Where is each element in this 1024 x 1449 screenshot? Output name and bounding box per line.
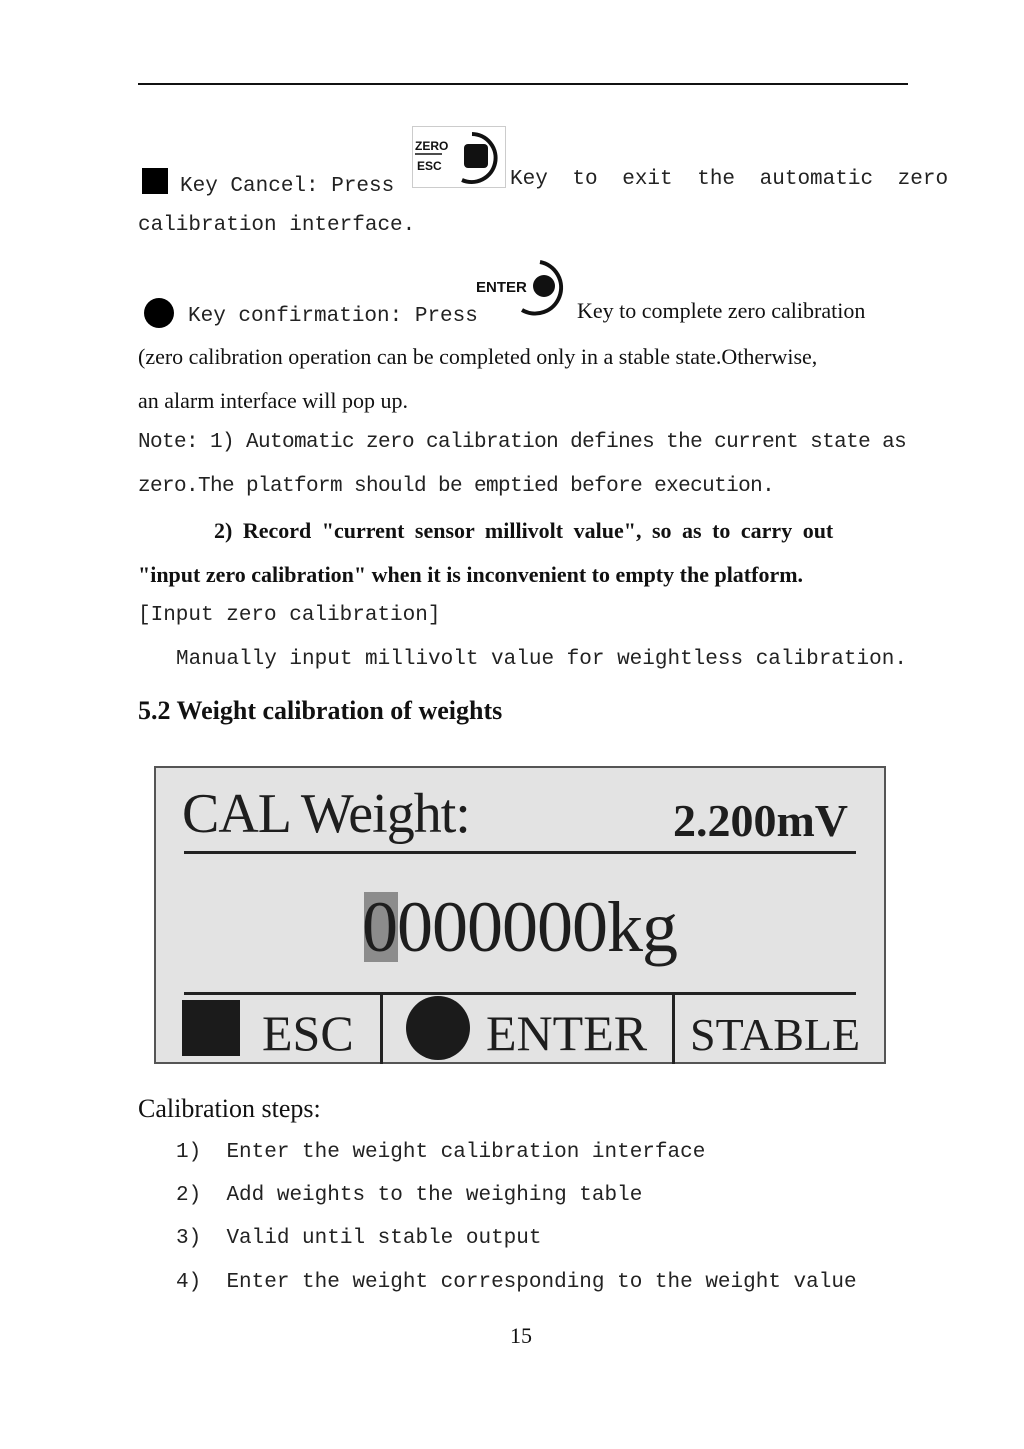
enter-key-label: ENTER (476, 279, 527, 296)
confirm-key-line (144, 298, 478, 328)
cancel-key-line (142, 168, 394, 198)
lcd-enter-dot-icon (406, 996, 470, 1060)
step-number: 3) (176, 1227, 202, 1250)
note-line-1: Note: 1) Automatic zero calibration defines the current state as (138, 431, 907, 454)
confirm-key-prefix: Key confirmation: Press (188, 305, 478, 328)
list-item (176, 1141, 705, 1164)
lcd-divider-top (184, 851, 856, 854)
lcd-divider-bottom (184, 992, 856, 995)
lcd-separator (380, 994, 383, 1064)
steps-heading: Calibration steps: (138, 1094, 321, 1123)
confirm-key-suffix: Key to complete zero calibration (577, 298, 866, 323)
section-title: 5.2 Weight calibration of weights (138, 696, 503, 725)
dot-enter-key-icon (474, 254, 578, 320)
lcd-screen (154, 766, 886, 1064)
step-number: 4) (176, 1271, 202, 1294)
confirm-key-cont-1: (zero calibration operation can be completed only in a stable state.Otherwise, (138, 344, 818, 369)
step-text: Enter the weight corresponding to the weight value (226, 1271, 857, 1294)
lcd-weight-input[interactable]: 0000000kg (362, 887, 677, 967)
note-line-2: zero.The platform should be emptied before execution. (138, 475, 775, 498)
page-number: 15 (510, 1323, 532, 1348)
zero-key-label: ZERO (415, 139, 449, 153)
circle-bullet-icon (144, 298, 174, 328)
square-bullet-icon (142, 168, 168, 194)
lcd-separator (672, 994, 675, 1064)
lcd-enter-label: ENTER (486, 1005, 648, 1061)
header-rule (138, 83, 908, 85)
step-text: Enter the weight calibration interface (226, 1141, 706, 1164)
input-zero-heading: [Input zero calibration] (138, 604, 441, 627)
list-item (176, 1227, 542, 1250)
lcd-esc-square-icon (182, 1000, 240, 1056)
esc-key-label: ESC (417, 159, 442, 173)
step-number: 1) (176, 1141, 202, 1164)
step-number: 2) (176, 1184, 202, 1207)
step-text: Add weights to the weighing table (226, 1184, 643, 1207)
cancel-key-cont: calibration interface. (138, 214, 416, 237)
note-point-2-line-1: 2) Record "current sensor millivolt value", so as to carry out (214, 518, 834, 543)
list-item (176, 1184, 642, 1207)
cancel-key-suffix: Key to exit the automatic zero (510, 168, 949, 191)
confirm-key-cont-2: an alarm interface will pop up. (138, 388, 409, 413)
cancel-key-prefix: Key Cancel: Press (180, 175, 395, 198)
lcd-millivolt-readout: 2.200mV (672, 795, 848, 846)
note-point-2-line-2: "input zero calibration" when it is inconvenient to empty the platform. (138, 562, 804, 587)
step-text: Valid until stable output (226, 1227, 542, 1250)
lcd-esc-label: ESC (262, 1005, 354, 1061)
square-stop-key-icon (412, 126, 506, 188)
lcd-title: CAL Weight: (182, 783, 470, 845)
list-item (176, 1271, 857, 1294)
input-zero-body: Manually input millivolt value for weightless calibration. (176, 648, 907, 671)
lcd-stable-label: STABLE (690, 1009, 861, 1060)
